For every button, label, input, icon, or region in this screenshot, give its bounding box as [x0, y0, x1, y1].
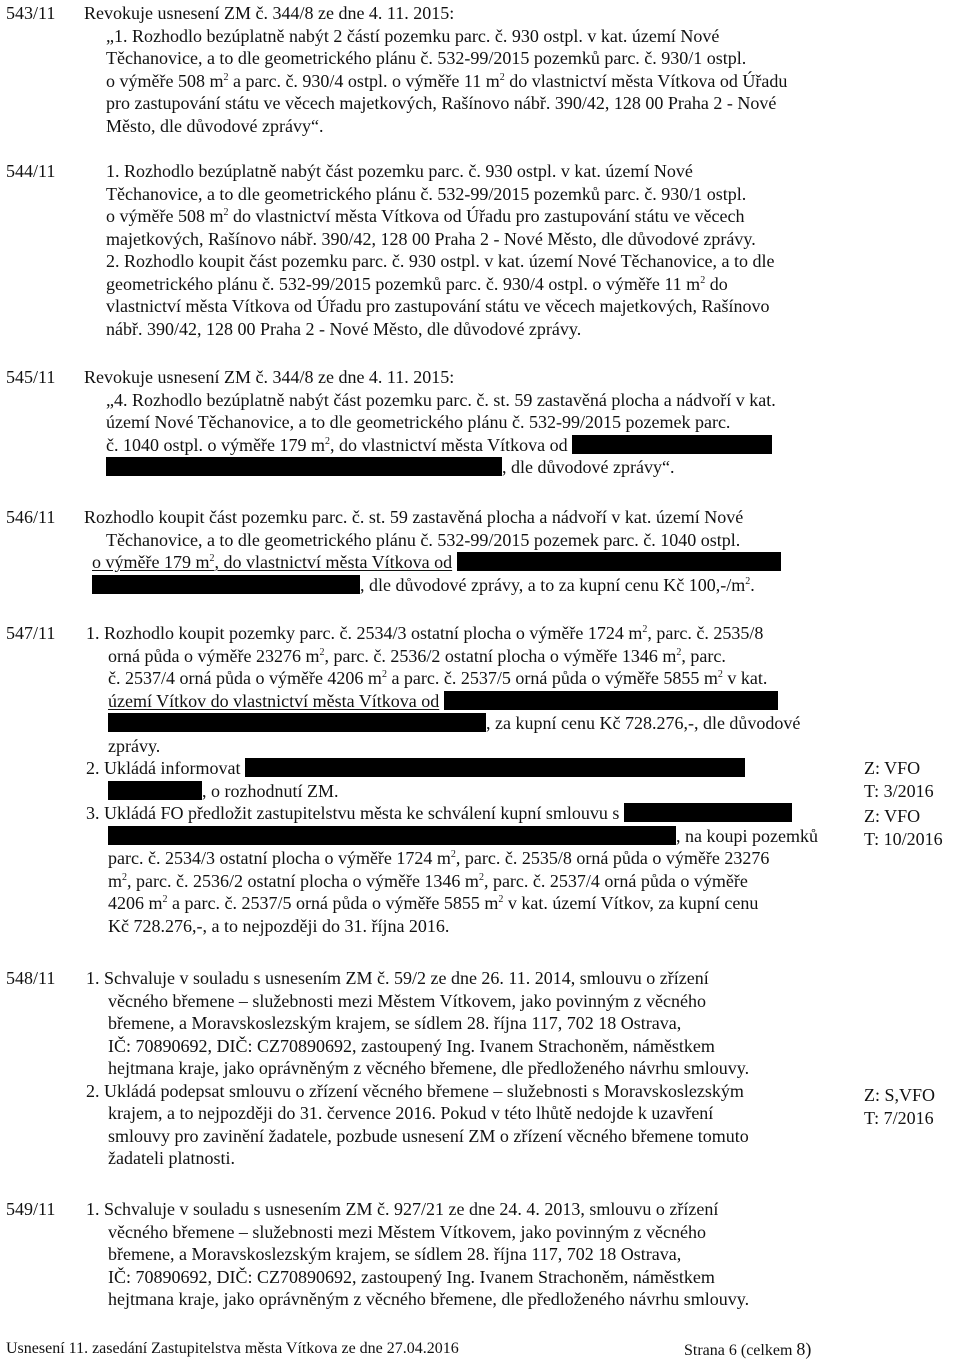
- deadline-note: T: 10/2016: [864, 829, 943, 849]
- redaction: [108, 826, 676, 845]
- responsibility-note: Z: S,VFO: [864, 1085, 936, 1105]
- text-line: věcného břemene – služebnosti mezi Městem Vítkovem, jako povinným z věcného: [108, 990, 707, 1011]
- resolution-number: 548/11: [6, 968, 56, 988]
- page-number: Strana 6 (celkem 8): [684, 1339, 812, 1359]
- footer-title: Usnesení 11. zasedání Zastupitelstva města Vítkova ze dne 27.04.2016: [6, 1340, 459, 1357]
- text-line: hejtmana kraje, jako oprávněným z věcného břemene, dle předloženého návrhu smlouvy.: [108, 1058, 750, 1078]
- text-line: Těchanovice, a to dle geometrického plánu č. 532-99/2015 pozemků parc. č. 930/1 ostpl.: [106, 48, 747, 68]
- text-line: smlouvy pro zavinění žadatele, pozbude usnesení ZM o zřízení věcného břemene tomuto: [108, 1125, 749, 1146]
- deadline-note: T: 7/2016: [864, 1108, 934, 1128]
- text-line: parc. č. 2534/3 ostatní plocha o výměře 1724 $m^2$, parc. č. 2535/8 orná půda o výměře 23276: [108, 848, 770, 868]
- text-line: 1. Rozhodlo koupit pozemky parc. č. 2534/3 ostatní plocha o výměře 1724 $m^2$, parc. č. 2535/8: [86, 623, 764, 643]
- text-line: pro zastupování státu ve věcech majetkových, Rašínovo nábř. 390/42, 128 00 Praha 2 - Nové: [106, 93, 777, 113]
- redaction: [572, 435, 772, 454]
- resolution-number: 546/11: [6, 507, 56, 527]
- redaction: [624, 803, 792, 822]
- text-line: č. 2537/4 orná půda o výměře 4206 $m^2$ a parc. č. 2537/5 orná půda o výměře 5855 $m^2$ v kat.: [108, 668, 768, 688]
- deadline-note: T: 3/2016: [864, 781, 934, 801]
- text-line: o výměře 508 $m^2$ a parc. č. 930/4 ostpl. o výměře 11 $m^2$ do vlastnictví města Vítkova od Úřadu: [106, 70, 788, 91]
- text-line: území Nové Těchanovice, a to dle geometrického plánu č. 532-99/2015 pozemek parc.: [106, 412, 731, 432]
- text-line: Kč 728.276,-, a to nejpozději do 31. října 2016.: [108, 915, 450, 936]
- text-line: Revokuje usnesení ZM č. 344/8 ze dne 4. 11. 2015:: [84, 3, 455, 23]
- redaction: [457, 552, 781, 571]
- text-line: geometrického plánu č. 532-99/2015 pozemků parc. č. 930/4 ostpl. o výměře 11 $m^2$ do: [106, 273, 728, 294]
- responsibility-note: Z: VFO: [864, 758, 921, 778]
- text-line: vlastnictví města Vítkova od Úřadu pro zastupování státu ve věcech majetkových, Rašínovo: [106, 296, 770, 316]
- resolution-number: 549/11: [6, 1199, 56, 1219]
- text-line: č. 1040 ostpl. o výměře 179 $m^2$, do vlastnictví města Vítkova od: [84, 434, 844, 457]
- text-line: orná půda o výměře 23276 $m^2$, parc. č. 2536/2 ostatní plocha o výměře 1346 $m^2$, parc.: [108, 645, 726, 666]
- text-line: 2. Rozhodlo koupit část pozemku parc. č. 930 ostpl. v kat. území Nové Těchanovice, a to dle: [106, 251, 775, 271]
- text-line: , dle důvodové zprávy, a to za kupní cenu Kč $100,-/m^2$.: [84, 574, 844, 597]
- responsibility-note: Z: VFO: [864, 806, 921, 826]
- text-line: nábř. 390/42, 128 00 Praha 2 - Nové Město, dle důvodové zprávy.: [106, 318, 582, 339]
- text-line: , dle důvodové zprávy“.: [84, 456, 844, 479]
- text-line: Rozhodlo koupit část pozemku parc. č. st. 59 zastavěná plocha a nádvoří v kat. území Nové: [84, 507, 744, 527]
- redaction: [92, 575, 360, 594]
- resolution-number: 544/11: [6, 161, 56, 181]
- text-line: území Vítkov do vlastnictví města Vítkova od: [86, 690, 846, 713]
- text-line: 1. Schvaluje v souladu s usnesením ZM č. 59/2 ze dne 26. 11. 2014, smlouvu o zřízení: [86, 968, 709, 988]
- text-line: , o rozhodnutí ZM.: [86, 780, 846, 803]
- text-line: 4206 $m^2$ a parc. č. 2537/5 orná půda o výměře 5855 $m^2$ v kat. území Vítkov, za kupní cenu: [108, 893, 759, 913]
- text-line: „1. Rozhodlo bezúplatně nabýt 2 částí pozemku parc. č. 930 ostpl. v kat. území Nové: [106, 25, 720, 46]
- text-line: Těchanovice, a to dle geometrického plánu č. 532-99/2015 pozemek parc. č. 1040 ostpl.: [106, 529, 741, 550]
- text-line: 1. Schvaluje v souladu s usnesením ZM č. 927/21 ze dne 24. 4. 2013, smlouvu o zřízení: [86, 1199, 719, 1219]
- resolution-number: 543/11: [6, 3, 56, 23]
- text-line: IČ: 70890692, DIČ: CZ70890692, zastoupený Ing. Ivanem Strachoněm, náměstkem: [108, 1035, 715, 1056]
- redaction: [108, 713, 486, 732]
- text-line: 3. Ukládá FO předložit zastupitelstvu města ke schválení kupní smlouvu s: [86, 802, 846, 825]
- text-line: hejtmana kraje, jako oprávněným z věcného břemene, dle předloženého návrhu smlouvy.: [108, 1289, 750, 1309]
- text-line: IČ: 70890692, DIČ: CZ70890692, zastoupený Ing. Ivanem Strachoněm, náměstkem: [108, 1266, 715, 1287]
- text-line: $m^2$, parc. č. 2536/2 ostatní plocha o výměře 1346 $m^2$, parc. č. 2537/4 orná půda o výměře: [108, 870, 748, 891]
- text-line: břemene, a Moravskoslezským krajem, se sídlem 28. října 117, 702 18 Ostrava,: [108, 1244, 682, 1264]
- text-line: , na koupi pozemků: [86, 825, 846, 848]
- redaction: [108, 781, 202, 800]
- text-line: o výměře 179 $m^2$, do vlastnictví města Vítkova od: [84, 551, 844, 574]
- text-line: břemene, a Moravskoslezským krajem, se sídlem 28. října 117, 702 18 Ostrava,: [108, 1013, 682, 1033]
- text-line: 2. Ukládá informovat: [86, 757, 846, 780]
- text-line: žadateli platnosti.: [108, 1148, 235, 1168]
- text-line: , za kupní cenu Kč 728.276,-, dle důvodové: [86, 712, 846, 735]
- resolution-number: 545/11: [6, 367, 56, 387]
- text-line: krajem, a to nejpozději do 31. července 2016. Pokud v této lhůtě nedojde k uzavření: [108, 1103, 714, 1123]
- text-line: „4. Rozhodlo bezúplatně nabýt část pozemku parc. č. st. 59 zastavěná plocha a nádvoří v kat.: [106, 389, 776, 410]
- text-line: majetkových, Rašínovo nábř. 390/42, 128 00 Praha 2 - Nové Město, dle důvodové zprávy.: [106, 228, 756, 249]
- resolution-number: 547/11: [6, 623, 56, 643]
- redaction: [106, 457, 502, 476]
- text-line: o výměře 508 $m^2$ do vlastnictví města Vítkova od Úřadu pro zastupování státu ve věcech: [106, 206, 745, 226]
- text-line: Revokuje usnesení ZM č. 344/8 ze dne 4. 11. 2015:: [84, 367, 455, 387]
- text-line: 2. Ukládá podepsat smlouvu o zřízení věcného břemene – služebnosti s Moravskoslezským: [86, 1080, 744, 1101]
- text-line: zprávy.: [108, 735, 161, 756]
- redaction: [245, 758, 745, 777]
- text-line: Těchanovice, a to dle geometrického plánu č. 532-99/2015 pozemků parc. č. 930/1 ostpl.: [106, 183, 747, 204]
- redaction: [444, 691, 778, 710]
- text-line: Město, dle důvodové zprávy“.: [106, 115, 324, 136]
- text-line: 1. Rozhodlo bezúplatně nabýt část pozemku parc. č. 930 ostpl. v kat. území Nové: [106, 161, 693, 181]
- text-line: věcného břemene – služebnosti mezi Městem Vítkovem, jako povinným z věcného: [108, 1221, 707, 1242]
